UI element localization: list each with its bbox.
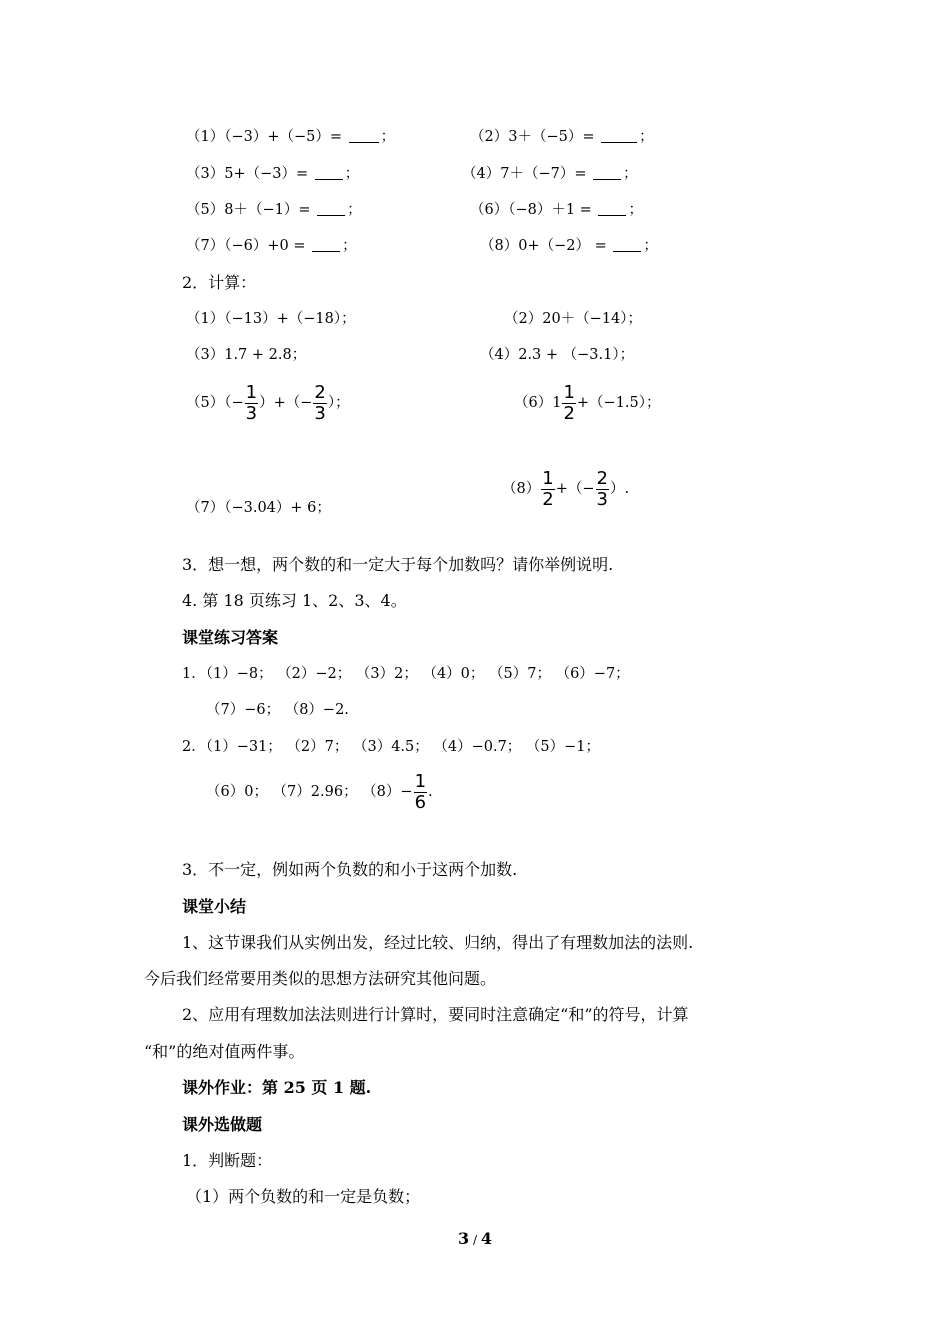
- answer-blank: [315, 165, 343, 180]
- ex2-item-2: （2）20＋（−14）；: [504, 311, 643, 327]
- fraction-denominator: 3: [245, 402, 258, 424]
- ex1-item-6: [470, 200, 643, 220]
- optional-heading: 课外选做题: [182, 1115, 263, 1134]
- answer-blank: [312, 237, 340, 252]
- ex1-item-1: [186, 127, 395, 147]
- ex2-item-6-pre: （6）1: [514, 395, 562, 411]
- ex2-item-5-post: ）；: [327, 395, 350, 411]
- answers-line-2: （7）−6； （8）−2.: [206, 702, 349, 718]
- ex1-item-2-text: （2）3＋（−5）=: [470, 129, 600, 145]
- summary-p2-line1: 2、应用有理数加法法则进行计算时，要同时注意确定“和”的符号，计算: [182, 1005, 689, 1024]
- optional-q1-1: （1）两个负数的和一定是负数；: [186, 1187, 421, 1206]
- ex2-heading: 2．计算：: [182, 273, 257, 292]
- fraction-denominator: 6: [414, 791, 427, 813]
- fraction-numerator: 1: [245, 381, 258, 403]
- ex1-item-8: [480, 236, 658, 256]
- ex1-item-3: [186, 164, 359, 184]
- summary-heading: 课堂小结: [182, 897, 247, 916]
- answers-line-4: [206, 770, 433, 814]
- ex2-item-4: （4）2.3 + （−3.1）；: [480, 347, 635, 363]
- answers-line-4-pre: （6）0； （7）2.96； （8）−: [206, 784, 413, 800]
- ex1-item-8-text: （8）0+（−2） =: [480, 238, 612, 254]
- ex1-item-2-end: ；: [639, 129, 654, 145]
- ex1-item-7: [186, 236, 357, 256]
- answers-line-1: 1．（1）−8； （2）−2； （3）2； （4）0； （5）7； （6）−7；: [182, 666, 630, 682]
- ex1-item-7-text: （7）（−6）+0 =: [186, 238, 311, 254]
- fraction-numerator: 2: [314, 381, 326, 403]
- ex2-item-6: [514, 381, 661, 425]
- fraction: [245, 383, 258, 424]
- fraction-denominator: 3: [314, 402, 326, 424]
- fraction: [562, 383, 575, 424]
- ex1-item-3-text: （3）5+（−3）=: [186, 166, 313, 182]
- answer-blank: [601, 128, 637, 143]
- fraction-numerator: 2: [596, 467, 608, 489]
- ex1-item-2: [470, 127, 654, 147]
- answer-blank: [598, 201, 626, 216]
- fraction: [596, 469, 609, 510]
- ex1-item-4: [462, 164, 638, 184]
- fraction-numerator: 1: [414, 770, 427, 792]
- ex1-item-6-text: （6）（−8）＋1 =: [470, 202, 597, 218]
- page-separator: /: [469, 1233, 481, 1247]
- ex2-item-5: [186, 381, 350, 425]
- ex2-item-5-mid: ）+（−: [259, 395, 313, 411]
- answers-line-5: 3．不一定，例如两个负数的和小于这两个加数.: [182, 860, 518, 879]
- fraction-denominator: 2: [542, 488, 554, 510]
- ex2-item-8: [502, 467, 629, 511]
- ex1-item-3-end: ；: [344, 166, 360, 182]
- ex2-item-1: （1）（−13）+（−18）；: [186, 311, 356, 327]
- fraction: [414, 772, 427, 813]
- ex2-item-6-post: +（−1.5）；: [576, 395, 661, 411]
- fraction-numerator: 1: [542, 467, 554, 489]
- ex1-item-8-end: ；: [643, 238, 658, 254]
- homework-text: 课外作业：第 25 页 1 题.: [182, 1078, 372, 1097]
- page-total: 4: [480, 1229, 492, 1248]
- fraction: [313, 383, 326, 424]
- ex1-item-4-text: （4）7＋（−7）=: [462, 166, 592, 182]
- ex2-item-8-mid: +（−: [555, 481, 595, 497]
- ex2-item-8-post: ）.: [609, 481, 630, 497]
- answer-blank: [613, 237, 641, 252]
- answers-line-4-post: .: [428, 784, 433, 800]
- ex1-item-5-text: （5）8＋（−1）=: [186, 202, 316, 218]
- fraction-denominator: 3: [596, 488, 608, 510]
- answers-line-3: 2．（1）−31； （2）7； （3）4.5； （4）−0.7； （5）−1；: [182, 739, 601, 755]
- ex1-item-1-end: ；: [380, 129, 396, 145]
- page-current: 3: [458, 1229, 470, 1248]
- answer-blank: [349, 128, 379, 143]
- answer-blank: [593, 165, 621, 180]
- summary-p1-line1: 1、这节课我们从实例出发，经过比较、归纳，得出了有理数加法的法则.: [182, 933, 694, 952]
- optional-q1: 1．判断题：: [182, 1151, 273, 1170]
- summary-p1-line2: 今后我们经常要用类似的思想方法研究其他问题。: [144, 969, 497, 988]
- page-number: [458, 1229, 492, 1250]
- ex4-question: 4. 第 18 页练习 1、2、3、4。: [182, 591, 407, 610]
- answers-heading: 课堂练习答案: [182, 628, 279, 647]
- ex2-item-5-pre: （5）（−: [186, 395, 244, 411]
- ex1-item-5: [186, 200, 362, 220]
- fraction-denominator: 2: [563, 402, 575, 424]
- ex2-item-8-pre: （8）: [502, 481, 541, 497]
- ex1-item-6-end: ；: [628, 202, 643, 218]
- ex2-item-3: （3）1.7 + 2.8；: [186, 347, 307, 363]
- ex1-item-1-text: （1）（−3）+（−5）=: [186, 129, 347, 145]
- ex1-item-7-end: ；: [342, 238, 357, 254]
- ex3-question: 3．想一想，两个数的和一定大于每个加数吗？请你举例说明.: [182, 555, 614, 574]
- fraction-numerator: 1: [563, 381, 575, 403]
- summary-p2-line2: “和”的绝对值两件事。: [144, 1042, 305, 1061]
- ex2-item-7: （7）（−3.04）+ 6；: [186, 500, 331, 516]
- ex1-item-5-end: ；: [347, 202, 362, 218]
- fraction: [541, 469, 554, 510]
- answer-blank: [317, 201, 345, 216]
- ex1-item-4-end: ；: [623, 166, 638, 182]
